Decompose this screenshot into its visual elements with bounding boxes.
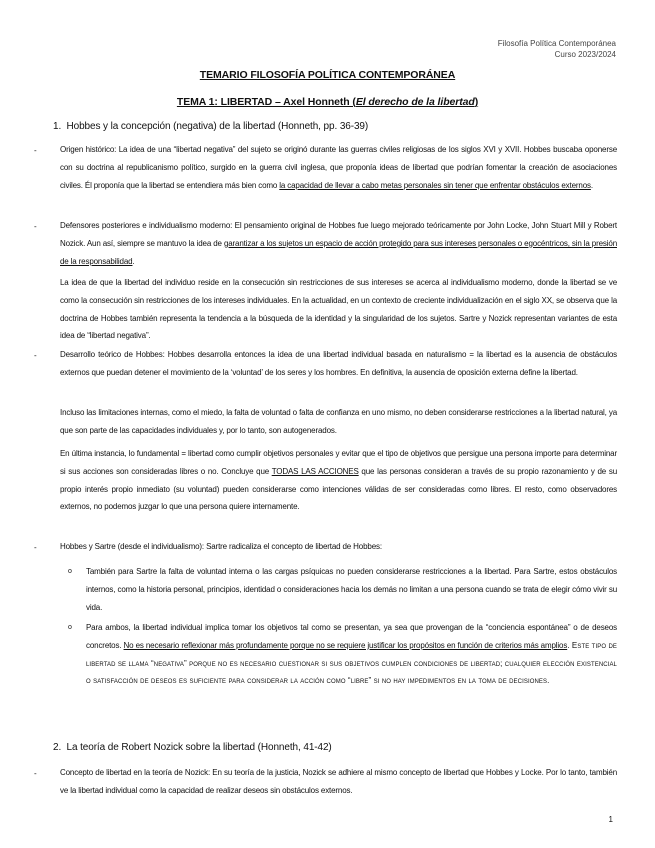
item-defensores-posteriores	[60, 217, 617, 270]
bullet-dash: -	[34, 351, 37, 360]
item-4-sub-2-end: . Este tipo de libertad se llama “negativa” porque no es necesario cuestionar si sus objetivos cumplen condiciones de libertad; cualquier elección existencial o satisfacción de deseos es suficiente para considerar la acción como “libre” si no hay impedimentos en la toma de decisiones.	[86, 640, 617, 686]
item-3-p3-start: En última instancia, lo fundamental = libertad como cumplir objetivos personales y evitar que el tipo de objetivos que persigue una persona importe para determinar si sus acciones son consideradas libres o no. Concluye que	[60, 449, 617, 476]
item-4-sub-2-start: Para ambos, la libertad individual implica tomar los objetivos tal como se presentan, ya sea que provengan de la “conciencia espontánea” o de deseos concretos.	[86, 623, 617, 650]
page-number: 1	[608, 815, 613, 824]
item-4-sub-2	[86, 619, 617, 690]
item-1-end: .	[590, 180, 593, 190]
section-1-number: 1.	[53, 121, 62, 132]
item-3-p3-end: que las personas consideran a través de su propio razonamiento y de su propio interés propio inmediato (su voluntad) pueden considerarse como intenciones válidas de ser consideradas como libres. El resto, como observadores externos, no podemos juzgar lo que una persona quiere internamente.	[60, 466, 617, 512]
section-2-title: La teoría de Robert Nozick sobre la libertad (Honneth, 41-42)	[66, 742, 332, 753]
item-hobbes-y-sartre: Hobbes y Sartre (desde el individualismo): Sartre radicaliza el concepto de libertad de Hobbes:	[60, 542, 382, 551]
item-1-underlined: la capacidad de llevar a cabo metas personales sin tener que enfrentar obstáculos externos	[279, 180, 591, 190]
section-1-title: Hobbes y la concepción (negativa) de la libertad (Honneth, pp. 36-39)	[66, 121, 369, 132]
course-header	[498, 38, 616, 60]
bullet-circle: o	[68, 568, 72, 575]
bullet-dash: -	[34, 769, 37, 778]
bullet-dash: -	[34, 146, 37, 155]
bullet-circle: o	[68, 624, 72, 631]
item-2-end: .	[132, 256, 135, 266]
section-2-number: 2.	[53, 742, 62, 753]
document-subtitle	[0, 96, 655, 108]
item-4-sub-1: También para Sartre la falta de voluntad interna o las cargas psíquicas no pueden considerarse restricciones a la libertad. Para Sartre, estos obstáculos internos, como la historia personal, principios, identidad o consideraciones hacia los demás no limitan a una persona cuando se trata de elegir cómo vivir su vida.	[86, 567, 617, 612]
subtitle-prefix: TEMA 1: LIBERTAD – Axel Honneth (	[176, 96, 356, 108]
item-1-text: Origen histórico: La idea de una “libertad negativa” del sujeto se originó durante las guerras civiles religiosas de los siglos XVI y XVII. Hobbes buscaba oponerse con su doctrina al republicanismo político, surgido en la guerra civil inglesa, que proponía ideas de libertad que podrían fomentar la creación de asociaciones civiles. Él proponía que la libertad se entendiera más bien como	[60, 145, 617, 190]
item-4-sub-2-underlined: No es necesario reflexionar más profundamente porque no se requiere justificar los propósitos en función de criterios más amplios	[123, 640, 568, 650]
item-3-paragraph-3	[60, 445, 617, 516]
item-2-underlined: garantizar a los sujetos un espacio de acción protegido para sus intereses personales o egocéntricos, sin la presión de la responsabilidad	[60, 238, 617, 266]
subtitle-work: El derecho de la libertad	[355, 96, 475, 108]
bullet-dash: -	[34, 222, 37, 231]
item-desarrollo-teorico: Desarrollo teórico de Hobbes: Hobbes desarrolla entonces la idea de una libertad individual basada en naturalismo = la libertad es la ausencia de obstáculos externos que puedan detener el movimiento de la ‘voluntad’ de los seres y los hombres. En definitiva, la ausencia de oposición externa define la libertad.	[60, 350, 617, 377]
item-origen-historico	[60, 141, 617, 194]
item-3-p3-underlined: TODAS LAS ACCIONES	[271, 466, 359, 476]
item-2-text: Defensores posteriores e individualismo moderno: El pensamiento original de Hobbes fue luego mejorado teóricamente por John Locke, John Stuart Mill y Robert Nozick. Aun así, siempre se mantuvo la idea de	[60, 221, 617, 248]
bullet-dash: -	[34, 543, 37, 552]
item-concepto-nozick: Concepto de libertad en la teoría de Nozick: En su teoría de la justicia, Nozick se adhiere al mismo concepto de libertad que Hobbes y Locke. Por lo tanto, también ve la libertad individual como la capacidad de realizar deseos sin obstáculos externos.	[60, 768, 617, 795]
document-title: TEMARIO FILOSOFÍA POLÍTICA CONTEMPORÁNEA	[199, 69, 456, 81]
course-name: Filosofía Política Contemporánea	[497, 39, 616, 48]
subtitle-suffix: )	[474, 96, 479, 108]
item-3-paragraph-2: Incluso las limitaciones internas, como el miedo, la falta de voluntad o falta de confianza en uno mismo, no deben considerarse restricciones a la libertad natural, ya que son parte de las capacidades individuales y, por lo tanto, son autogenerados.	[60, 408, 617, 435]
section-2-heading	[53, 742, 332, 753]
course-year: Curso 2023/2024	[554, 50, 616, 59]
item-2-paragraph-2: La idea de que la libertad del individuo reside en la consecución sin restricciones de sus intereses se acerca al individualismo moderno, donde la libertad se ve como la consecución sin restricciones de los intereses individuales. En la actualidad, en un contexto de creciente individualización en el siglo XX, se observa que la doctrina de Hobbes también representa la tendencia a la búsqueda de la identidad y la singularidad de los sujetos. Sartre y Nozick representan variantes de esta idea de “libertad negativa”.	[60, 278, 617, 341]
section-1-heading	[53, 121, 368, 132]
